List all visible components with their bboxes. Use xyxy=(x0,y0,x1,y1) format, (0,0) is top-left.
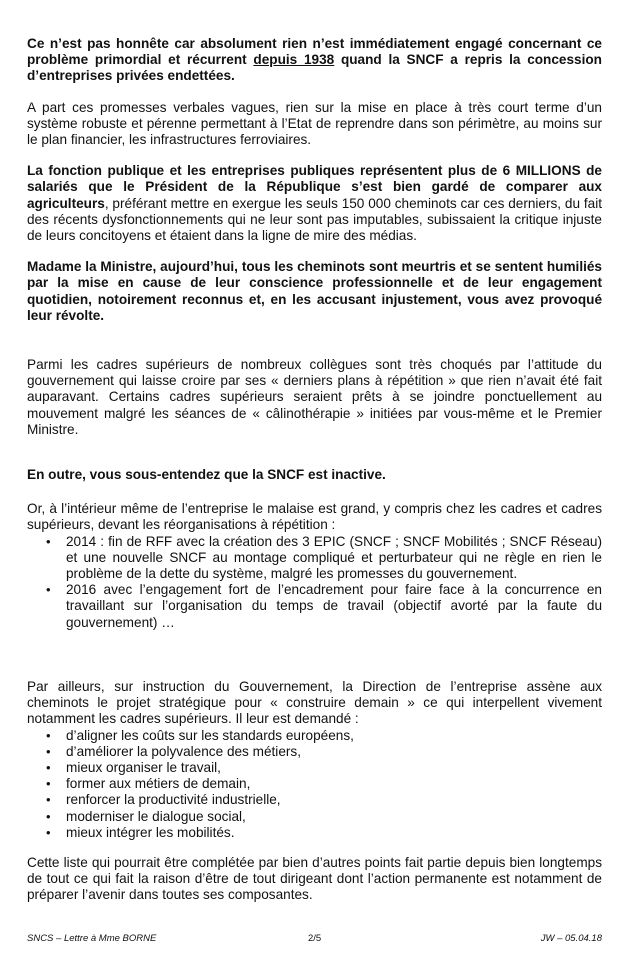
list-item-text: 2014 : fin de RFF avec la création des 3 EPIC (SNCF ; SNCF Mobilités ; SNCF Réseau) et une nouvelle SNCF au montage compliqué et perturbateur qui ne règle en rien le problème de la dette du système, malgré les promesses du gouvernement. xyxy=(66,533,602,582)
list-item xyxy=(27,728,602,744)
paragraph-minister: Madame la Ministre, aujourd’hui, tous les cheminots sont meurtris et se sentent humiliés par la mise en cause de leur conscience professionnelle et de leur engagement quotidien, notoirement reconnus et, en les accusant injustement, vous avez provoqué leur révolte. xyxy=(27,259,602,323)
bullet-icon: • xyxy=(46,582,51,598)
footer-document-title: SNCS – Lettre à Mme BORNE xyxy=(27,933,157,944)
list-item-text: former aux métiers de demain, xyxy=(66,776,251,792)
list-item-text: mieux organiser le travail, xyxy=(66,759,221,775)
list-item xyxy=(27,825,602,841)
paragraph-malaise: Or, à l’intérieur même de l’entreprise le malaise est grand, y compris chez les cadres et cadres supérieurs, devant les réorganisations à répétition : xyxy=(27,501,602,533)
list-item xyxy=(27,776,602,792)
bullet-icon: • xyxy=(46,727,51,743)
paragraph-inactive: En outre, vous sous-entendez que la SNCF est inactive. xyxy=(27,467,386,483)
bullet-icon: • xyxy=(46,533,51,549)
paragraph-debt-text-2: quand la SNCF a repris la concession d’entreprises privées endettées. xyxy=(27,52,602,84)
bullet-icon: • xyxy=(46,792,51,808)
bullet-icon: • xyxy=(46,743,51,759)
list-item-text: moderniser le dialogue social, xyxy=(66,808,246,824)
document-body xyxy=(27,36,602,904)
list-item-text: mieux intégrer les mobilités. xyxy=(66,824,235,840)
list-item-text: 2016 avec l’engagement fort de l’encadrement pour faire face à la concurrence en travaillant sur l’organisation du temps de travail (objectif avorté par la faute du gouvernement) … xyxy=(66,582,602,630)
bullet-icon: • xyxy=(46,776,51,792)
paragraph-cadres: Parmi les cadres supérieurs de nombreux collègues sont très choqués par l’attitude du gouvernement qui laisse croire par ses « derniers plans à répétition » que rien n’avait été fait auparavant. Certains cadres supérieurs seraient prêts à se joindre ponctuellement au mouvement malgré les séances de « câlinothérapie » initiées par vous-même et le Premier Ministre. xyxy=(27,357,602,437)
paragraph-strategy: Par ailleurs, sur instruction du Gouvernement, la Direction de l’entreprise assène aux cheminots le projet stratégique pour « construire demain » ce qui interpellent vivement notamment les cadres supérieurs. Il leur est demandé : xyxy=(27,678,602,727)
bullet-icon: • xyxy=(46,759,51,775)
bullet-icon: • xyxy=(46,808,51,824)
bullet-icon: • xyxy=(46,824,51,840)
paragraph-debt-underlined-year: depuis 1938 xyxy=(253,52,335,68)
demands-list xyxy=(27,728,602,841)
paragraph-promises: A part ces promesses verbales vagues, rien sur la mise en place à très court terme d’un système robuste et pérenne permettant à l’Etat de reprendre dans son périmètre, au moins sur le plan financier, les infrastructures ferroviaires. xyxy=(27,99,602,148)
list-item xyxy=(27,792,602,808)
footer-page-number: 2/5 xyxy=(308,933,322,944)
list-item xyxy=(27,744,602,760)
list-item xyxy=(27,760,602,776)
list-item xyxy=(27,534,602,583)
list-item xyxy=(27,809,602,825)
paragraph-public-service-bold: La fonction publique et les entreprises publiques représentent plus de 6 MILLIONS de salariés que le Président de la République s’est bien gardé de comparer aux agriculteurs xyxy=(27,163,602,211)
footer-date: JW – 05.04.18 xyxy=(540,933,602,944)
reorganisation-list xyxy=(27,534,602,631)
list-item-text: renforcer la productivité industrielle, xyxy=(66,792,281,808)
list-item-text: d’améliorer la polyvalence des métiers, xyxy=(66,743,301,759)
paragraph-conclusion: Cette liste qui pourrait être complétée par bien d’autres points fait partie depuis bien longtemps de tout ce qui fait la raison d’être de tout dirigeant dont l’action permanente est notamment de préparer l’avenir dans toutes ses composantes. xyxy=(27,854,602,903)
paragraph-debt xyxy=(27,36,602,85)
list-item-text: d’aligner les coûts sur les standards européens, xyxy=(66,727,354,743)
paragraph-public-service-rest: , préférant mettre en exergue les seuls 150 000 cheminots car ces derniers, du fait des récents dysfonctionnements qui ne leur sont pas imputables, subissaient la critique injuste de leurs concitoyens et étaient dans la ligne de mire des médias. xyxy=(27,195,602,244)
paragraph-public-service xyxy=(27,163,602,244)
paragraph-debt-text-1: Ce n’est pas honnête car absolument rien n’est immédiatement engagé concernant ce problème primordial et récurrent xyxy=(27,36,602,68)
list-item xyxy=(27,582,602,631)
